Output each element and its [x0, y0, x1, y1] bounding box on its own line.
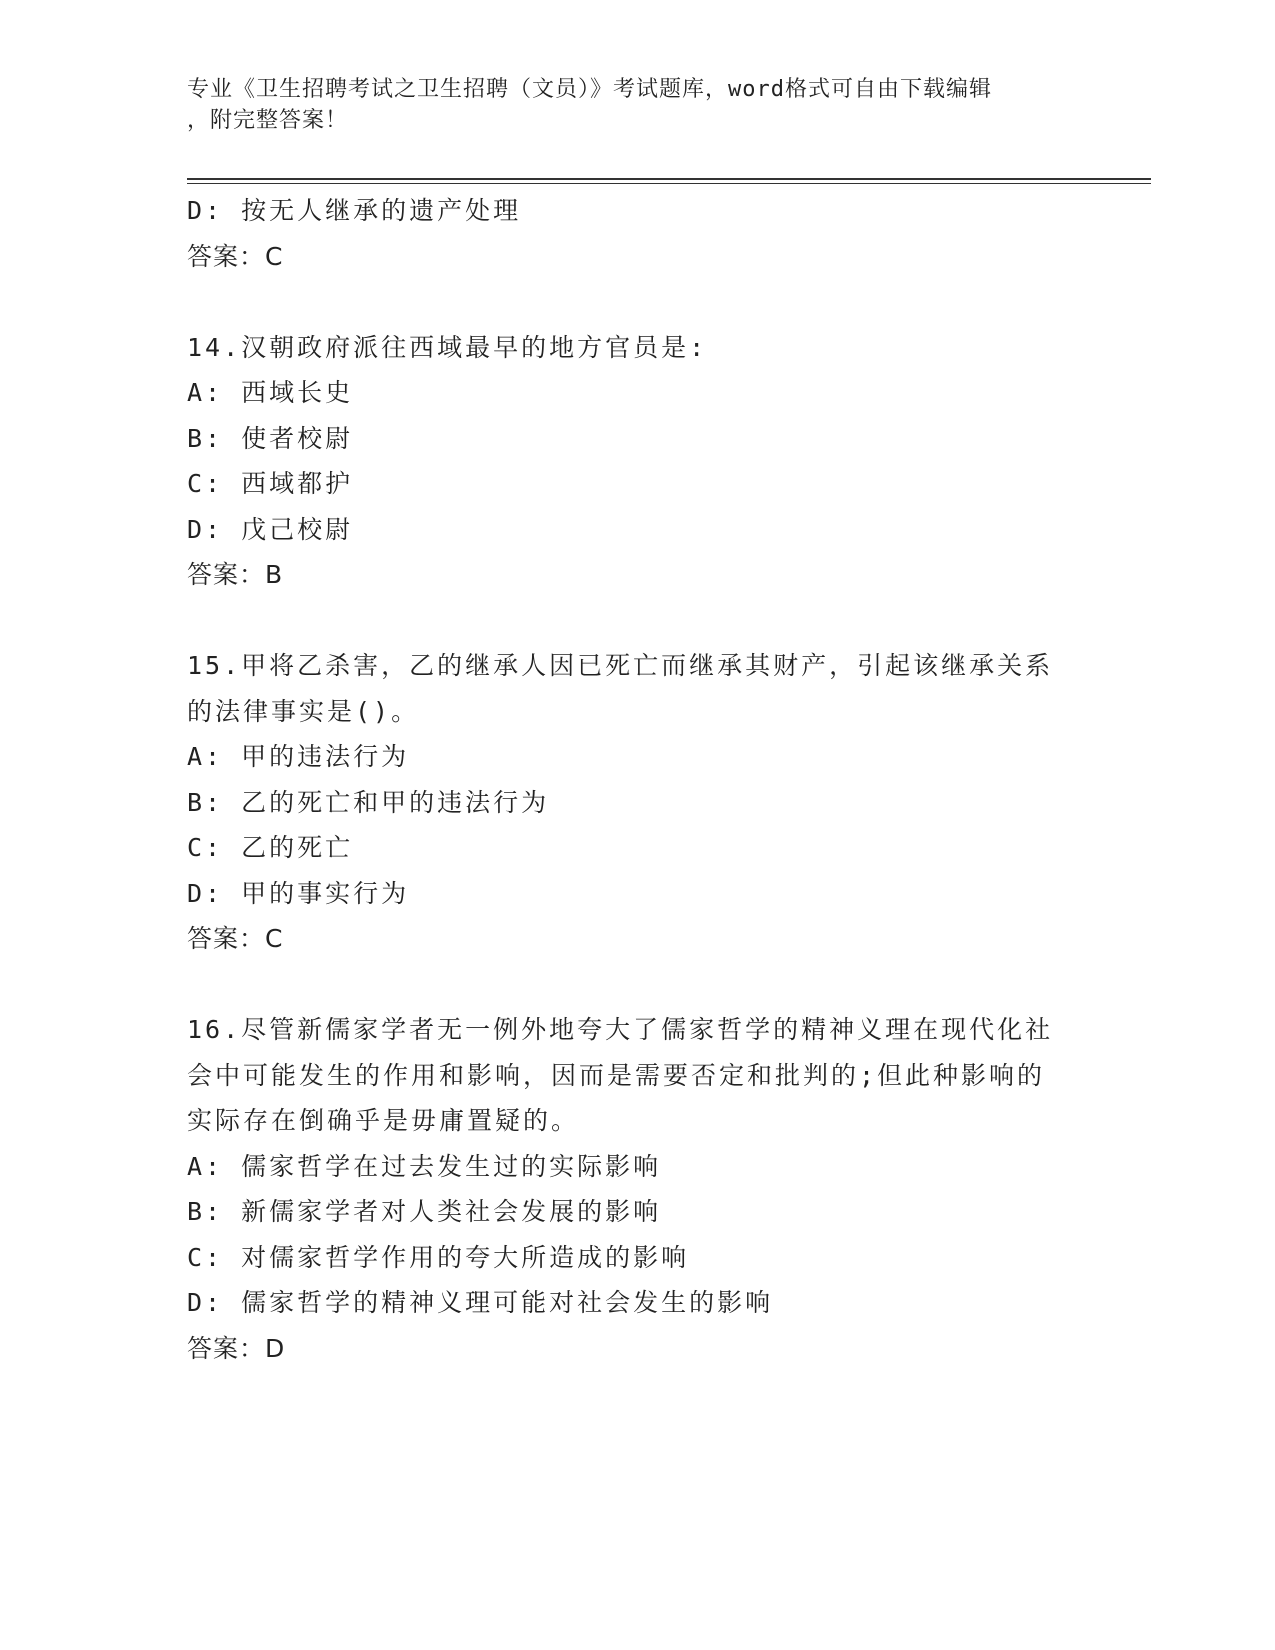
- document-header: [187, 74, 1067, 136]
- header-line-1: 专业《卫生招聘考试之卫生招聘（文员）》考试题库，word格式可自由下载编辑: [187, 77, 992, 102]
- header-line-2: ，附完整答案！: [187, 108, 349, 133]
- option-a: A: 甲的违法行为: [187, 742, 410, 771]
- option-c: C: 乙的死亡: [187, 833, 354, 862]
- option-d: D: 按无人继承的遗产处理: [187, 196, 522, 225]
- question-15: [187, 643, 1087, 962]
- spacer: [187, 279, 1087, 325]
- question-list: [187, 188, 1087, 1371]
- answer-line: 答案：C: [187, 241, 284, 271]
- header-divider-thick: [187, 178, 1151, 180]
- question-title-line-1: 16.尽管新儒家学者无一例外地夸大了儒家哲学的精神义理在现代化社: [187, 1015, 1054, 1044]
- option-b: B: 新儒家学者对人类社会发展的影响: [187, 1197, 662, 1226]
- option-c: C: 西域都护: [187, 469, 354, 498]
- option-b: B: 乙的死亡和甲的违法行为: [187, 787, 550, 817]
- question-title-line-2: 的法律事实是()。: [187, 696, 420, 726]
- question-14: [187, 325, 1087, 598]
- header-divider-thin: [187, 183, 1151, 184]
- question-16: [187, 1007, 1087, 1371]
- option-b: B: 使者校尉: [187, 423, 354, 453]
- spacer: [187, 598, 1087, 644]
- option-d: D: 儒家哲学的精神义理可能对社会发生的影响: [187, 1288, 774, 1317]
- answer-line: 答案：B: [187, 560, 284, 589]
- spacer: [187, 962, 1087, 1008]
- question-13-tail: [187, 188, 1087, 279]
- option-d: D: 甲的事实行为: [187, 878, 410, 908]
- option-c: C: 对儒家哲学作用的夸大所造成的影响: [187, 1242, 690, 1272]
- answer-line: 答案：C: [187, 924, 284, 953]
- option-a: A: 西域长史: [187, 378, 354, 407]
- answer-line: 答案：D: [187, 1333, 286, 1363]
- question-title: 14.汉朝政府派往西域最早的地方官员是:: [187, 332, 708, 362]
- question-title-line-3: 实际存在倒确乎是毋庸置疑的。: [187, 1106, 580, 1135]
- option-d: D: 戊己校尉: [187, 514, 354, 544]
- option-a: A: 儒家哲学在过去发生过的实际影响: [187, 1151, 662, 1181]
- question-title-line-2: 会中可能发生的作用和影响，因而是需要否定和批判的;但此种影响的: [187, 1060, 1046, 1090]
- question-title-line-1: 15.甲将乙杀害，乙的继承人因已死亡而继承其财产，引起该继承关系: [187, 651, 1054, 680]
